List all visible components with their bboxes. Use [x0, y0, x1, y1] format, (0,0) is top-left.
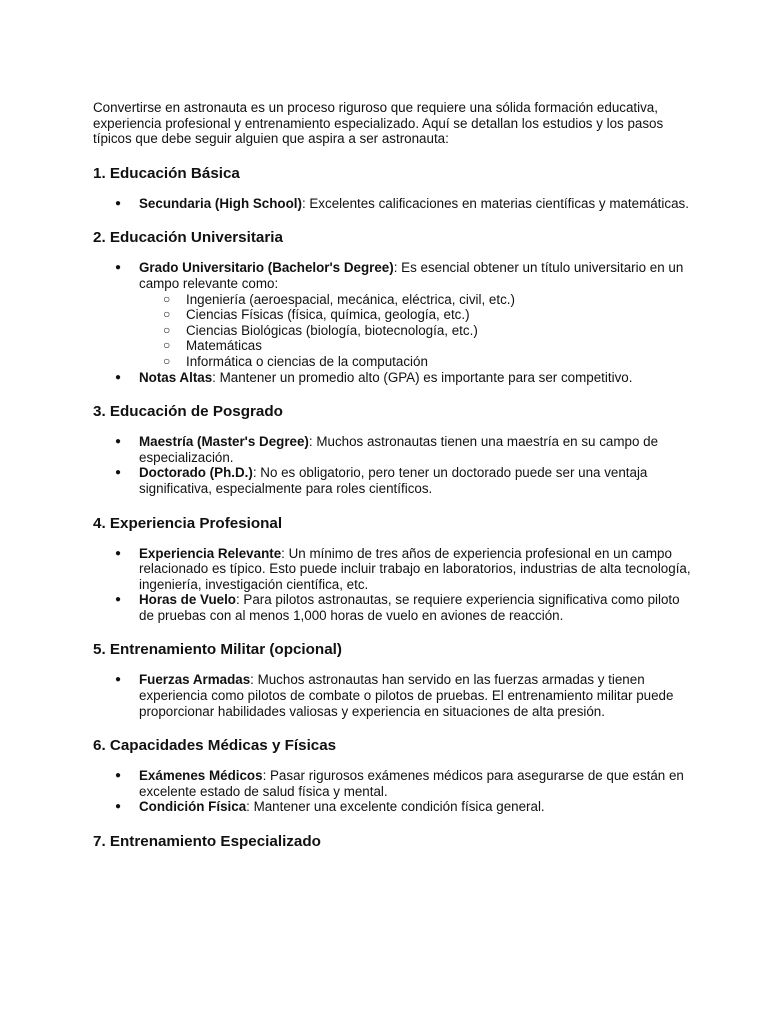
list-item — [93, 799, 693, 815]
spacer — [93, 211, 693, 229]
item-description: : Un mínimo de tres años de experiencia profesional en un campo relacionado es típico. Esto puede incluir trabajo en laboratorios, industrias de alta tecnología, ingeniería, investigación científica, etc. — [139, 545, 691, 592]
item-description: : Excelentes calificaciones en materias científicas y matemáticas. — [301, 195, 689, 211]
list-item — [93, 546, 693, 593]
item-term: Experiencia Relevante — [139, 545, 282, 561]
item-term: Horas de Vuelo — [139, 592, 236, 608]
circle-bullet-icon: ○ — [163, 322, 171, 337]
sub-item-text: Informática o ciencias de la computación — [186, 353, 428, 369]
bullet-icon: ● — [115, 674, 122, 686]
section-heading: 7. Entrenamiento Especializado — [93, 833, 321, 851]
section-heading: 4. Experiencia Profesional — [93, 514, 283, 532]
item-description: : Muchos astronautas han servido en las fuerzas armadas y tienen experiencia como pilotos de combate o pilotos de pruebas. El entrenamiento militar puede proporcionar habilidades valiosas y experiencia en situaciones de alta presión. — [139, 672, 674, 719]
sub-item-text: Matemáticas — [186, 338, 262, 354]
spacer — [93, 385, 693, 403]
section-heading: 5. Entrenamiento Militar (opcional) — [93, 641, 342, 659]
list-item — [93, 592, 693, 623]
spacer — [93, 421, 693, 434]
bullet-icon: ● — [115, 197, 122, 209]
item-term: Exámenes Médicos — [139, 768, 263, 784]
sub-list-item — [93, 307, 693, 323]
circle-bullet-icon: ○ — [163, 291, 171, 306]
list-item — [93, 196, 693, 212]
item-description: : Mantener una excelente condición física general. — [246, 799, 545, 815]
section-heading: 1. Educación Básica — [93, 164, 240, 182]
bullet-icon: ● — [115, 770, 122, 782]
document-body — [93, 100, 693, 851]
bullet-icon: ● — [115, 594, 122, 606]
sub-list-item — [93, 338, 693, 354]
bullet-icon: ● — [115, 371, 122, 383]
spacer — [93, 755, 693, 768]
item-description: : Para pilotos astronautas, se requiere experiencia significativa como piloto de pruebas con al menos 1,000 horas de vuelo en aviones de reacción. — [139, 592, 680, 623]
spacer — [93, 533, 693, 546]
item-description: : No es obligatorio, pero tener un doctorado puede ser una ventaja significativa, especialmente para roles científicos. — [139, 465, 648, 496]
spacer — [93, 497, 693, 515]
sub-item-text: Ciencias Biológicas (biología, biotecnología, etc.) — [186, 322, 478, 338]
spacer — [93, 659, 693, 672]
item-term: Maestría (Master's Degree) — [139, 434, 309, 450]
bullet-icon: ● — [115, 262, 122, 274]
circle-bullet-icon: ○ — [163, 307, 171, 322]
section-heading: 3. Educación de Posgrado — [93, 403, 283, 421]
bullet-icon: ● — [115, 467, 122, 479]
spacer — [93, 247, 693, 260]
spacer — [93, 815, 693, 833]
item-description: : Muchos astronautas tienen una maestría en su campo de especialización. — [139, 434, 659, 465]
item-term: Doctorado (Ph.D.) — [139, 465, 253, 481]
item-term: Fuerzas Armadas — [139, 672, 251, 688]
list-item — [93, 370, 693, 386]
spacer — [93, 719, 693, 737]
item-description: : Pasar rigurosos exámenes médicos para asegurarse de que están en excelente estado de salud física y mental. — [139, 768, 684, 799]
sub-item-text: Ciencias Físicas (física, química, geología, etc.) — [186, 307, 470, 323]
sub-item-text: Ingeniería (aeroespacial, mecánica, eléctrica, civil, etc.) — [186, 291, 515, 307]
item-description: : Es esencial obtener un título universitario en un campo relevante como: — [139, 260, 684, 291]
bullet-icon: ● — [115, 801, 122, 813]
item-term: Grado Universitario (Bachelor's Degree) — [139, 260, 394, 276]
list-item — [93, 465, 693, 496]
sub-list-item — [93, 354, 693, 370]
section-heading: 6. Capacidades Médicas y Físicas — [93, 737, 337, 755]
bullet-icon: ● — [115, 547, 122, 559]
intro-paragraph: Convertirse en astronauta es un proceso riguroso que requiere una sólida formación educativa, experiencia profesional y entrenamiento especializado. Aquí se detallan los estudios y los pasos típicos que debe seguir alguien que aspira a ser astronauta: — [93, 100, 664, 147]
spacer — [93, 183, 693, 196]
circle-bullet-icon: ○ — [163, 353, 171, 368]
list-item — [93, 434, 693, 465]
item-term: Secundaria (High School) — [139, 195, 302, 211]
section-heading: 2. Educación Universitaria — [93, 229, 283, 247]
list-item — [93, 260, 693, 291]
spacer — [93, 147, 693, 165]
list-item — [93, 672, 693, 719]
item-description: : Mantener un promedio alto (GPA) es importante para ser competitivo. — [212, 369, 633, 385]
sub-list-item — [93, 292, 693, 308]
item-term: Notas Altas — [139, 369, 213, 385]
item-term: Condición Física — [139, 799, 247, 815]
bullet-icon: ● — [115, 436, 122, 448]
spacer — [93, 623, 693, 641]
list-item — [93, 768, 693, 799]
circle-bullet-icon: ○ — [163, 338, 171, 353]
sub-list-item — [93, 323, 693, 339]
